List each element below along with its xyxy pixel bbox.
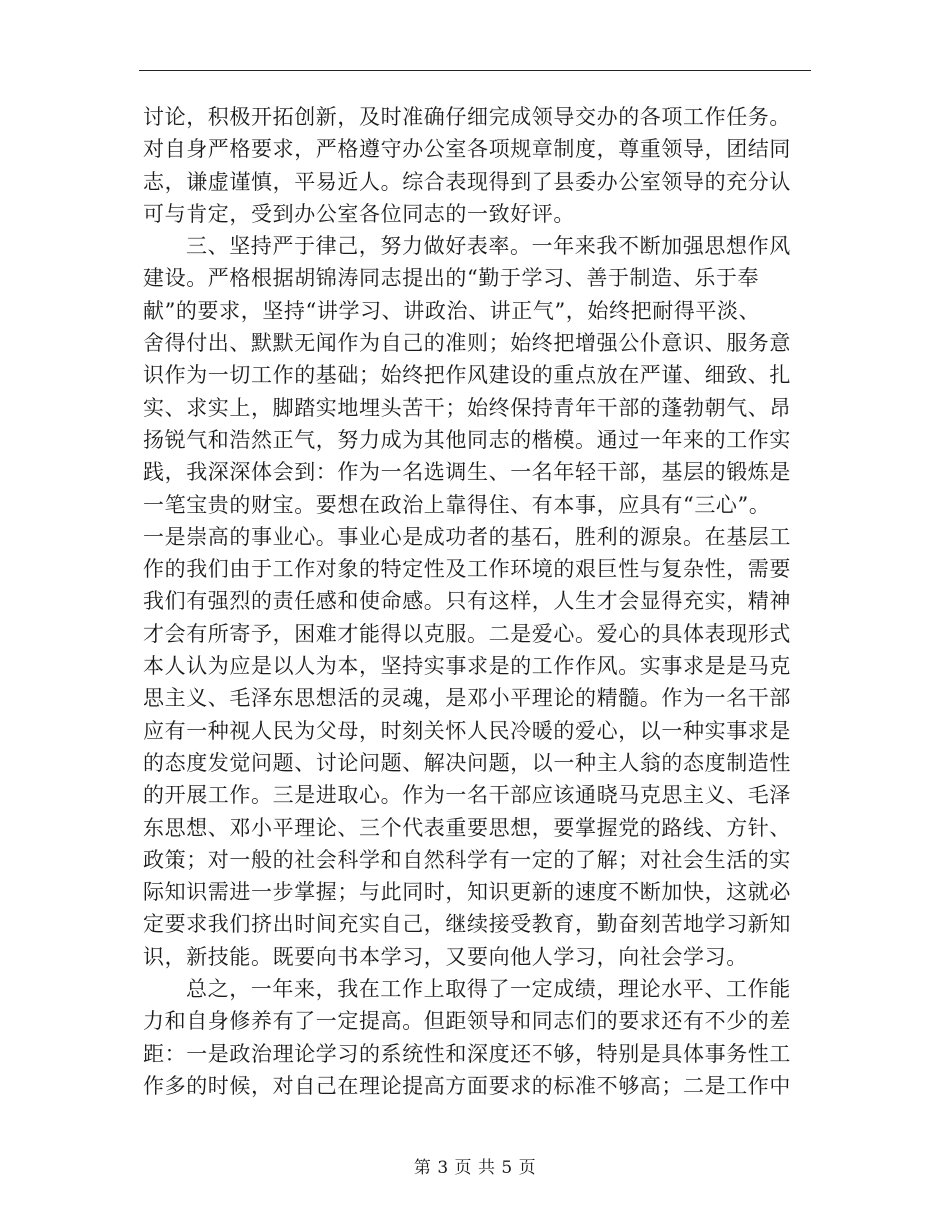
text-line: 政策；对一般的社会科学和自然科学有一定的了解；对社会生活的实 bbox=[143, 847, 791, 872]
text-line: 践，我深深体会到：作为一名选调生、一名年轻干部，基层的锻炼是 bbox=[143, 460, 791, 485]
page-footer: 第 3 页 共 5 页 bbox=[413, 1158, 537, 1178]
text-line: 作的我们由于工作对象的特定性及工作环境的艰巨性与复杂性，需要 bbox=[143, 557, 791, 582]
text-line: 本人认为应是以人为本，坚持实事求是的工作作风。实事求是是马克 bbox=[143, 654, 791, 679]
text-line: 距：一是政治理论学习的系统性和深度还不够，特别是具体事务性工 bbox=[143, 1041, 791, 1066]
text-line: 的开展工作。三是进取心。作为一名干部应该通晓马克思主义、毛泽 bbox=[143, 783, 791, 808]
text-line: 可与肯定，受到办公室各位同志的一致好评。 bbox=[143, 201, 575, 226]
text-line: 识，新技能。既要向书本学习，又要向他人学习，向社会学习。 bbox=[143, 944, 748, 969]
text-line: 一笔宝贵的财宝。要想在政治上靠得住、有本事，应具有“三心”。 bbox=[143, 492, 771, 517]
text-line: 三、坚持严于律己，努力做好表率。一年来我不断加强思想作风 bbox=[186, 234, 791, 259]
text-line: 实、求实上，脚踏实地埋头苦干；始终保持青年干部的蓬勃朝气、昂 bbox=[143, 395, 791, 420]
text-line: 讨论，积极开拓创新，及时准确仔细完成领导交办的各项工作任务。 bbox=[143, 105, 791, 129]
text-line: 的态度发觉问题、讨论问题、解决问题，以一种主人翁的态度制造性 bbox=[143, 750, 791, 775]
text-line: 志，谦虚谨慎，平易近人。综合表现得到了县委办公室领导的充分认 bbox=[143, 169, 791, 194]
text-line: 舍得付出、默默无闻作为自己的准则；始终把增强公仆意识、服务意 bbox=[143, 331, 791, 356]
document-body bbox=[143, 101, 811, 1102]
text-line: 建设。严格根据胡锦涛同志提出的“勤于学习、善于制造、乐于奉 bbox=[143, 266, 760, 291]
text-line: 才会有所寄予，困难才能得以克服。二是爱心。爱心的具体表现形式 bbox=[143, 621, 791, 646]
text-line: 力和自身修养有了一定提高。但距领导和同志们的要求还有不少的差 bbox=[143, 1009, 791, 1034]
text-line: 扬锐气和浩然正气，努力成为其他同志的楷模。通过一年来的工作实 bbox=[143, 427, 791, 452]
text-line: 我们有强烈的责任感和使命感。只有这样，人生才会显得充实，精神 bbox=[143, 589, 791, 614]
text-line: 定要求我们挤出时间充实自己，继续接受教育，勤奋刻苦地学习新知 bbox=[143, 912, 791, 937]
text-line: 献”的要求，坚持“讲学习、讲政治、讲正气”，始终把耐得平淡、 bbox=[143, 298, 761, 323]
text-line: 一是崇高的事业心。事业心是成功者的基石，胜利的源泉。在基层工 bbox=[143, 524, 791, 549]
text-line: 际知识需进一步掌握；与此同时，知识更新的速度不断加快，这就必 bbox=[143, 880, 791, 905]
text-line: 应有一种视人民为父母，时刻关怀人民冷暖的爱心，以一种实事求是 bbox=[143, 718, 791, 743]
text-line: 思主义、毛泽东思想活的灵魂，是邓小平理论的精髓。作为一名干部 bbox=[143, 686, 791, 711]
text-line: 对自身严格要求，严格遵守办公室各项规章制度，尊重领导，团结同 bbox=[143, 137, 791, 162]
text-line: 东思想、邓小平理论、三个代表重要思想，要掌握党的路线、方针、 bbox=[143, 815, 791, 840]
header-rule bbox=[139, 70, 811, 71]
text-line: 作多的时候，对自己在理论提高方面要求的标准不够高；二是工作中 bbox=[143, 1073, 791, 1098]
text-line: 识作为一切工作的基础；始终把作风建设的重点放在严谨、细致、扎 bbox=[143, 363, 791, 388]
text-line: 总之，一年来，我在工作上取得了一定成绩，理论水平、工作能 bbox=[186, 977, 791, 1002]
